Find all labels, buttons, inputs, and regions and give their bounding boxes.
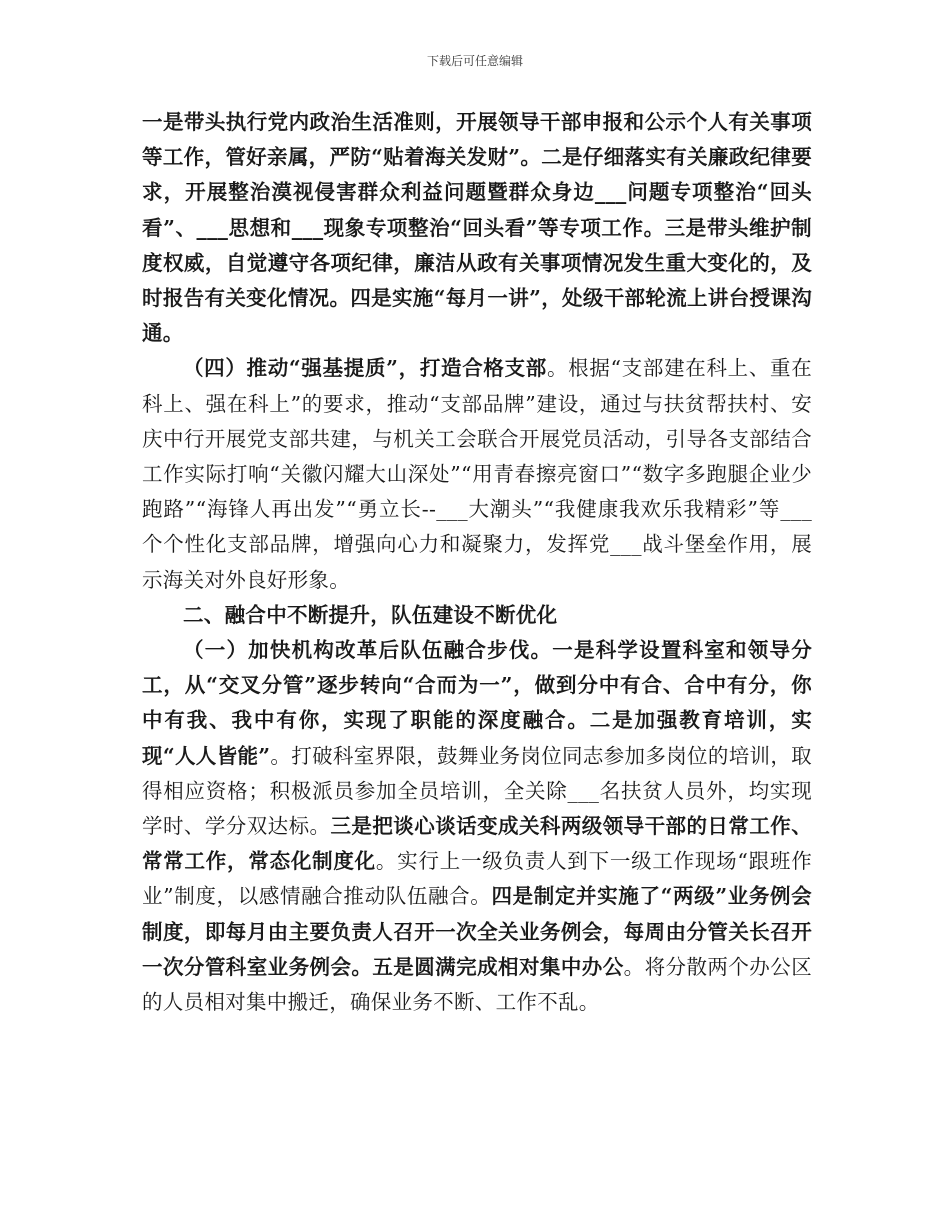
paragraph-1: [142, 105, 812, 351]
section-heading-2-text: 二、融合中不断提升，队伍建设不断优化: [183, 602, 558, 627]
paragraph-3-bold-1: （一）加快机构改革后队伍融合步伐。一是科学设置科室和领导分工，从“交叉分管”逐步转向“合而为一”，做到分中有合、合中有分，你中有我、我中有你，实现了职能的深度融合。二是加强教育培训，实现“人人皆能”: [142, 638, 812, 768]
paragraph-3-bold-2: 三是把谈心谈话变成关科两级领导干部的日常工作、常常工作，常态化制度化: [142, 814, 812, 874]
paragraph-2: [142, 351, 812, 597]
paragraph-2-normal-1: 。根据“支部建在科上、重在科上、强在科上”的要求，推动“支部品牌”建设，通过与扶贫帮扶村、安庆中行开展党支部共建，与机关工会联合开展党员活动，引导各支部结合工作实际打响“关徽闪耀大山深处”“用青春擦亮窗口”“数字多跑腿企业少跑路”“海锋人再出发”“勇立长--___大潮头”“我健康我欢乐我精彩”等___个个性化支部品牌，增强向心力和凝聚力，发挥党___战斗堡垒作用，展示海关对外良好形象。: [142, 356, 812, 592]
paragraph-1-bold-1: 一是带头执行党内政治生活准则，开展领导干部申报和公示个人有关事项等工作，管好亲属，严防“贴着海关发财”。二是仔细落实有关廉政纪律要求，开展整治漠视侵害群众利益问题暨群众身边___问题专项整治“回头看”、___思想和___现象专项整治“回头看”等专项工作。三是带头维护制度权威，自觉遵守各项纪律，廉洁从政有关事项情况发生重大变化的，及时报告有关变化情况。四是实施“每月一讲”，处级干部轮流上讲台授课沟通。: [142, 110, 812, 346]
page-header: 下载后可任意编辑: [426, 54, 523, 68]
paragraph-2-bold-1: （四）推动“强基提质”，打造合格支部: [183, 356, 547, 381]
paragraph-3-bold-3: 四是制定并实施了“两级”业务例会制度，即每月由主要负责人召开一次全关业务例会，每周由分管关长召开一次分管科室业务例会。五是圆满完成相对集中办公: [142, 884, 812, 979]
document-body: [142, 105, 812, 1020]
paragraph-3-normal-2: 。实行上一级负责人到下一级工作现场“跟班作业”制度，以感情融合推动队伍融合。: [142, 849, 812, 909]
paragraph-3-normal-1: 。打破科室界限，鼓舞业务岗位同志参加多岗位的培训，取得相应资格；积极派员参加全员培训，全关除___名扶贫人员外，均实现学时、学分双达标。: [142, 743, 812, 839]
paragraph-3: [142, 633, 812, 1020]
section-heading-2: [142, 598, 812, 633]
paragraph-3-normal-3: 。将分散两个办公区的人员相对集中搬迁，确保业务不断、工作不乱。: [142, 954, 812, 1015]
